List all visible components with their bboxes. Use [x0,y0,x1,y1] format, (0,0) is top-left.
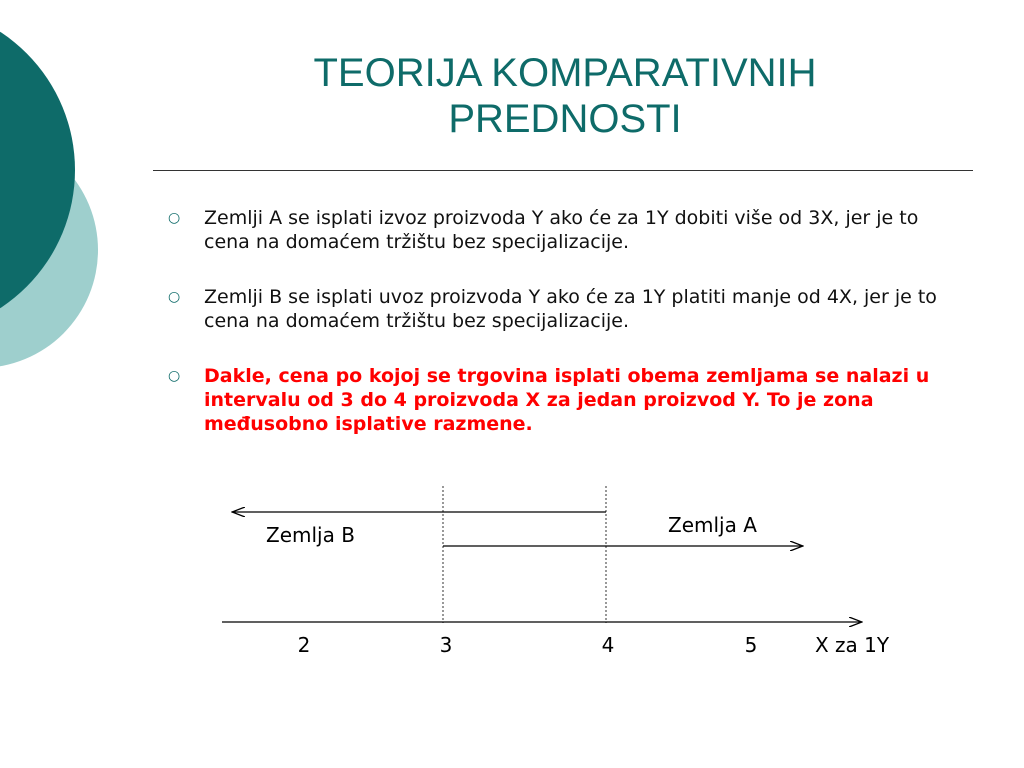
circle-bullet-icon: ○ [168,210,181,226]
bullet-text-3: Dakle, cena po kojoj se trgovina isplati obema zemljama se nalazi u intervalu od 3 do 4 proizvoda X za jedan proizvod Y. To je zona međusobno isplative razmene. [204,365,930,435]
title-line-2: PREDNOSTI [448,97,682,141]
label-zemlja-b: Zemlja B [266,523,355,547]
tick-label-5: 5 [744,633,758,657]
bullet-text-2: Zemlji B se isplati uvoz proizvoda Y ako će za 1Y platiti manje od 4X, jer je to cena na domaćem tržištu bez specijalizacije. [204,286,937,332]
axis-label: X za 1Y [815,633,890,657]
title-line-1: TEORIJA KOMPARATIVNIH [313,51,817,95]
tick-label-3: 3 [439,633,453,657]
tick-label-4: 4 [601,633,615,657]
tick-label-2: 2 [297,633,311,657]
circle-bullet-icon: ○ [168,368,181,384]
bullet-text-1: Zemlji A se isplati izvoz proizvoda Y ako će za 1Y dobiti više od 3X, jer je to cena na domaćem tržištu bez specijalizacije. [204,207,919,253]
label-zemlja-a: Zemlja A [668,513,757,537]
circle-bullet-icon: ○ [168,289,181,305]
